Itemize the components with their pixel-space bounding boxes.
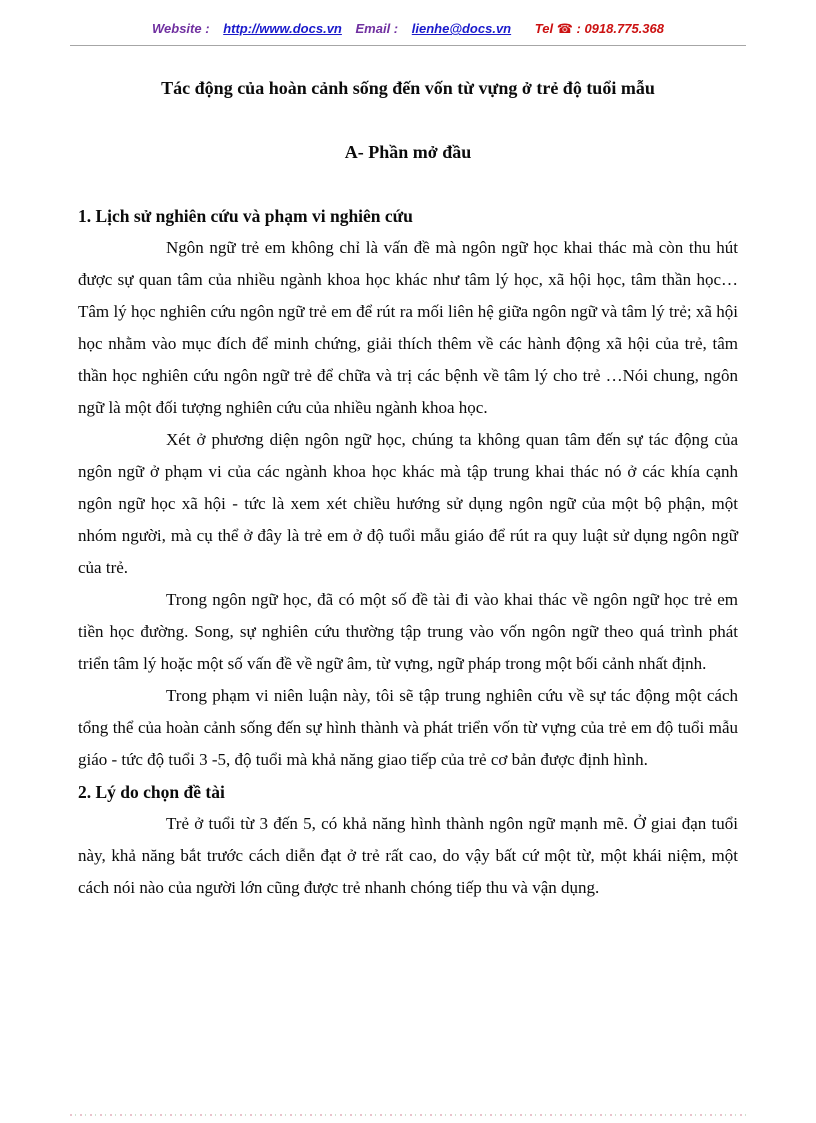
email-label: Email :	[355, 21, 399, 36]
tel-label: Tel	[534, 21, 554, 36]
section-1-heading: 1. Lịch sử nghiên cứu và phạm vi nghiên cứu	[78, 206, 413, 226]
website-label: Website :	[152, 21, 210, 36]
document-page	[78, 46, 738, 904]
part-heading: A- Phần mở đầu	[344, 142, 472, 162]
footer-divider	[70, 1114, 746, 1116]
paragraph: Xét ở phương diện ngôn ngữ học, chúng ta không quan tâm đến sự tác động của ngôn ngữ ở phạm vi của các ngành khoa học khác mà tập trung khai thác nó ở các khía cạnh ngôn ngữ học xã hội - tức là xem xét chiều hướng sử dụng ngôn ngữ của một bộ phận, một nhóm người, mà cụ thể ở đây là trẻ em ở độ tuổi mẫu giáo để rút ra quy luật sử dụng ngôn ngữ của trẻ.	[78, 430, 738, 577]
website-link[interactable]: http://www.docs.vn	[223, 21, 342, 36]
document-title: Tác động của hoàn cảnh sống đến vốn từ vựng ở trẻ độ tuổi mẫu	[161, 78, 655, 98]
paragraph: Ngôn ngữ trẻ em không chỉ là vấn đề mà ngôn ngữ học khai thác mà còn thu hút được sự quan tâm của nhiều ngành khoa học khác như tâm lý học, xã hội học, tâm thần học…Tâm lý học nghiên cứu ngôn ngữ trẻ em để rút ra mối liên hệ giữa ngôn ngữ và tâm lý trẻ; xã hội học nhằm vào mục đích để minh chứng, giải thích thêm về các hành động xã hội của trẻ, tâm thần học nghiên cứu ngôn ngữ trẻ để chữa và trị các bệnh về tâm lý cho trẻ …Nói chung, ngôn ngữ là một đối tượng nghiên cứu của nhiều ngành khoa học.	[78, 238, 738, 417]
paragraph: Trẻ ở tuổi từ 3 đến 5, có khả năng hình thành ngôn ngữ mạnh mẽ. Ở giai đạn tuổi này, khả năng bắt trước cách diễn đạt ở trẻ rất cao, do vậy bất cứ một từ, một khái niệm, một cách nói nào của người lớn cũng được trẻ nhanh chóng tiếp thu và vận dụng.	[78, 814, 738, 897]
section-2-heading: 2. Lý do chọn đề tài	[78, 782, 225, 802]
paragraph: Trong ngôn ngữ học, đã có một số đề tài đi vào khai thác về ngôn ngữ học trẻ em tiền học đường. Song, sự nghiên cứu thường tập trung vào vốn ngôn ngữ theo quá trình phát triển tâm lý hoặc một số vấn đề về ngữ âm, từ vựng, ngữ pháp trong một bối cảnh nhất định.	[78, 590, 738, 673]
page-header	[0, 0, 816, 46]
email-link[interactable]: lienhe@docs.vn	[411, 21, 512, 36]
paragraph: Trong phạm vi niên luận này, tôi sẽ tập trung nghiên cứu về sự tác động một cách tổng thể của hoàn cảnh sống đến sự hình thành và phát triển vốn từ vựng của trẻ em độ tuổi mẫu giáo - tức độ tuổi 3 -5, độ tuổi mà khả năng giao tiếp của trẻ cơ bản được định hình.	[78, 686, 738, 769]
phone-icon: ☎	[556, 21, 573, 36]
tel-number: : 0918.775.368	[576, 21, 664, 36]
